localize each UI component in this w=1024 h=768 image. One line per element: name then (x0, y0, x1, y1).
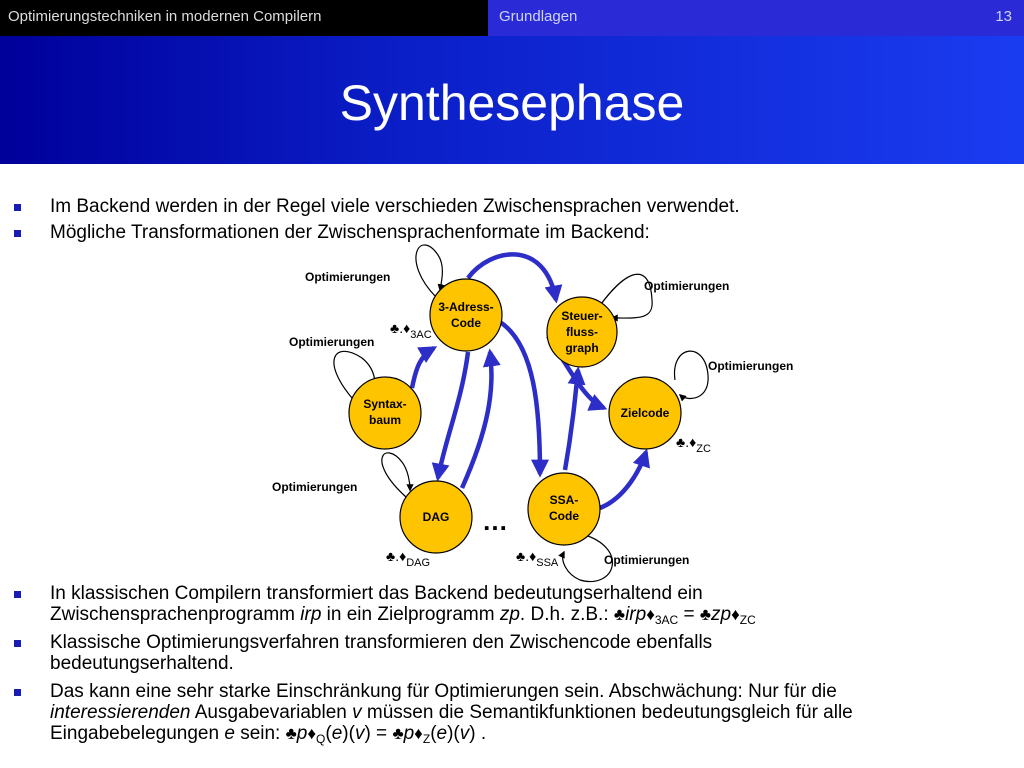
page-title: Synthesephase (339, 75, 685, 131)
club-symbol: ♣ (613, 605, 626, 624)
formula-var: zp (499, 604, 520, 625)
formula-var: e (331, 723, 343, 744)
formula-subscript: 3AC (654, 613, 679, 627)
node-ssa (528, 473, 600, 545)
node-tac (430, 279, 502, 351)
bullet-text: In klassischen Compilern transformiert das Backend bedeutungserhaltend ein (50, 583, 703, 604)
node-label: Steuer- (561, 309, 603, 323)
bullet-list (14, 681, 1014, 750)
node-label: graph (565, 341, 599, 355)
node-label: SSA- (549, 493, 579, 507)
formula-var: p (296, 723, 308, 744)
loop-label-tac: Optimierungen (305, 270, 391, 284)
formula-paren: )( (447, 723, 460, 744)
bullet-text: Im Backend werden in der Regel viele verschieden Zwischensprachen verwendet. (50, 196, 740, 217)
node-ziel (609, 377, 681, 449)
bullet-item (14, 583, 1014, 631)
formula-var: irp (625, 604, 647, 625)
loop-label-dag: Optimierungen (272, 480, 358, 494)
club-symbol: ♣ (285, 724, 297, 743)
bullet-text: Ausgabevariablen (190, 702, 353, 723)
formula-subscript: ZC (739, 613, 756, 627)
bullet-text: Klassische Optimierungsverfahren transformieren den Zwischencode ebenfalls (50, 632, 713, 653)
diamond-symbol: ♦ (307, 724, 317, 743)
emphasis-text: interessierenden (50, 702, 191, 723)
bullet-text: Zwischensprachenprogramm (50, 604, 301, 625)
bullet-text: bedeutungserhaltend. (50, 653, 234, 674)
node-label: 3-Adress- (438, 300, 494, 314)
bullet-text: sein: (234, 723, 286, 744)
node-label: Code (549, 509, 579, 523)
arrow-tac-to-dag (438, 352, 468, 478)
diamond-symbol: ♦ (646, 605, 655, 624)
loop-label-cfg: Optimierungen (644, 279, 730, 293)
formula-var: e (224, 723, 235, 744)
formula-end: . (475, 723, 487, 744)
formula-paren: ) (364, 723, 371, 744)
bullet-item (14, 632, 1014, 674)
club-symbol: ♣ (699, 605, 712, 624)
node-dag (400, 481, 472, 553)
formula-subscript: Q (316, 732, 326, 746)
diamond-symbol: ♦ (414, 724, 423, 743)
arrow-syntax-to-tac (412, 348, 434, 388)
node-label: fluss- (565, 325, 599, 339)
bullet-text: Mögliche Transformationen der Zwischensprachenformate im Backend: (50, 222, 650, 243)
bullet-text: Eingabebelegungen (50, 723, 225, 744)
bullet-text: . D.h. z.B.: (519, 604, 614, 625)
formula-var: e (436, 723, 448, 744)
node-label: Code (451, 316, 481, 330)
bullet-text: in ein Zielprogramm (321, 604, 500, 625)
page-number: 13 (995, 8, 1012, 25)
formula-paren: )( (342, 723, 355, 744)
loop-label-ziel: Optimierungen (708, 359, 794, 373)
semantic-label-ziel: $♣.♦_{ZC}$ (676, 434, 711, 455)
ellipsis: … (482, 506, 508, 536)
bullet-text: Das kann eine sehr starke Einschränkung für Optimierungen sein. Abschwächung: Nur für die (50, 681, 837, 702)
bullet-marker (14, 689, 21, 696)
loop-label-syntax: Optimierungen (289, 335, 375, 349)
diamond-symbol: ♦ (731, 605, 740, 624)
formula-paren: ( (430, 723, 437, 744)
bullet-list (14, 632, 1014, 674)
formula-var: v (352, 702, 362, 723)
course-title: Optimierungstechniken in modernen Compilern (8, 8, 322, 25)
node-label: DAG (422, 510, 450, 524)
formula-var: v (354, 723, 365, 744)
club-symbol: ♣ (392, 724, 404, 743)
section-name: Grundlagen (499, 8, 578, 25)
formula-var: p (403, 723, 415, 744)
formula-subscript: Z (422, 732, 431, 746)
bullet-text: müssen die Semantikfunktionen bedeutungsgleich für alle (361, 702, 853, 723)
loop-label-ssa: Optimierungen (604, 553, 690, 567)
node-cfg (547, 297, 617, 367)
arrow-ssa-to-cfg (565, 370, 578, 470)
node-syntax (349, 377, 421, 449)
node-label: baum (368, 413, 402, 427)
arrow-tac-to-ssa (500, 322, 540, 474)
formula-var: zp (711, 604, 732, 625)
node-label: Zielcode (620, 406, 670, 420)
bullet-marker (14, 591, 21, 598)
semantic-label-dag: $♣.♦_{DAG}$ (386, 548, 431, 569)
loop-arrow-tac (416, 245, 442, 297)
semantic-label-ssa: $♣.♦_{SSA}$ (516, 548, 559, 569)
formula-var: v (459, 723, 470, 744)
bullet-marker (14, 640, 21, 647)
loop-arrow-dag (382, 453, 410, 497)
arrow-ssa-to-ziel (600, 452, 646, 508)
bullet-item (14, 681, 1014, 750)
formula-var: irp (300, 604, 322, 625)
bullet-list (14, 583, 1014, 631)
semantic-label-tac: $♣.♦_{3AC}$ (390, 320, 432, 341)
formula-paren: ( (325, 723, 332, 744)
formula-paren: ) (469, 723, 476, 744)
formula-eq: = (678, 604, 700, 625)
node-label: Syntax- (363, 397, 407, 411)
formula-eq: = (370, 723, 393, 744)
loop-arrow-ziel (675, 351, 709, 398)
